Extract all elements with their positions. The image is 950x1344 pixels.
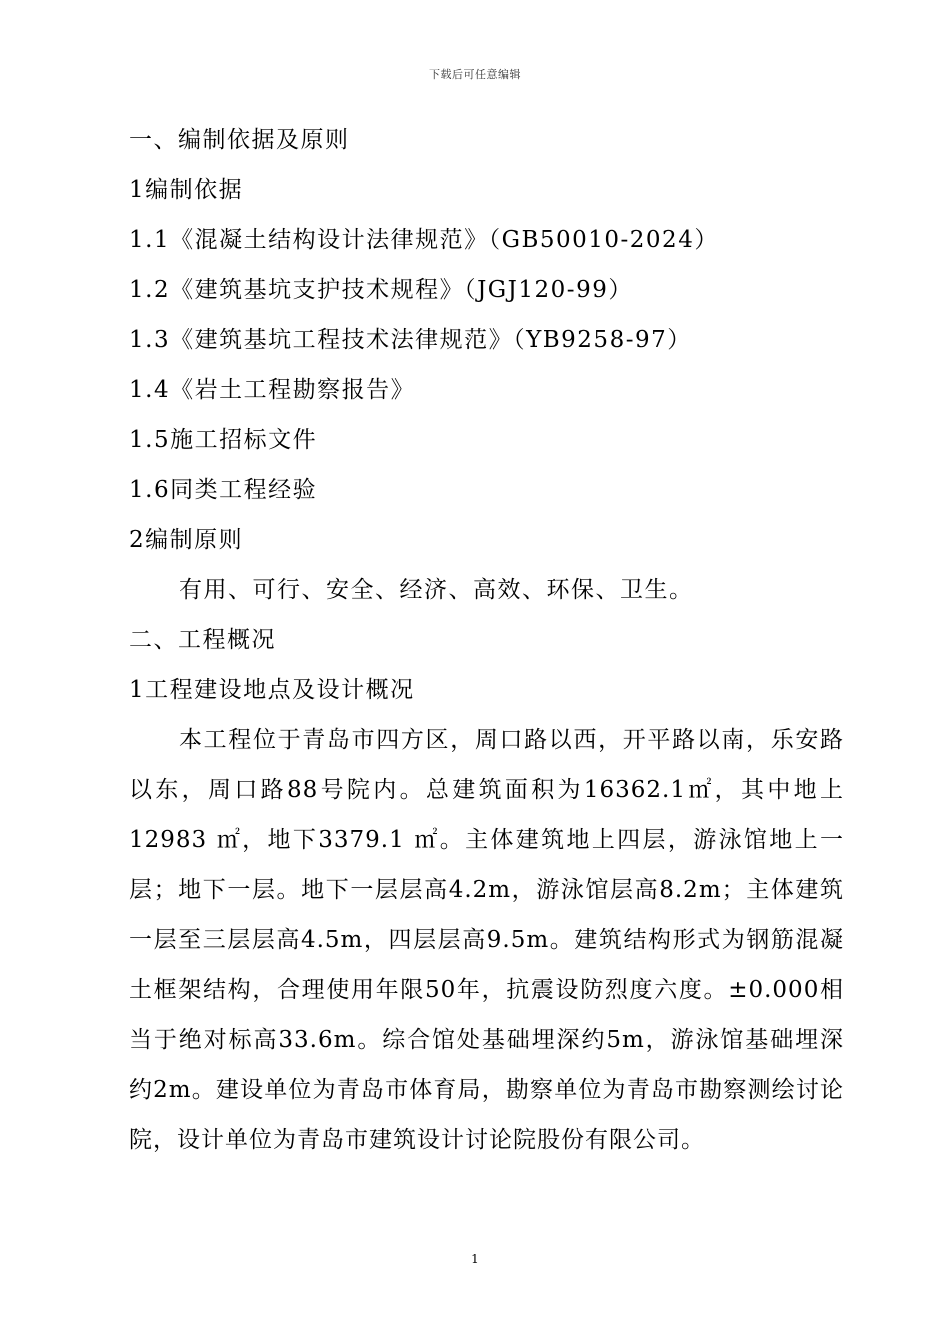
page-number: 1 [471, 1252, 479, 1266]
document-body [129, 115, 844, 1165]
subsection-title-principles: 2编制原则 [129, 527, 244, 553]
subsection-title-basis: 1编制依据 [129, 177, 244, 203]
reference-item: 1.6同类工程经验 [129, 477, 318, 503]
reference-item: 1.4《岩土工程勘察报告》 [129, 377, 416, 403]
overview-paragraph: 本工程位于青岛市四方区，周口路以西，开平路以南，乐安路以东，周口路88号院内。总建筑面积为16362.1㎡，其中地上12983 ㎡，地下3379.1 ㎡。主体建筑地上四层，游泳馆地上一层；地下一层。地下一层层高4.2m，游泳馆层高8.2m；主体建筑一层至三层层高4.5m，四层层高9.5m。建筑结构形式为钢筋混凝土框架结构，合理使用年限50年，抗震设防烈度六度。±0.000相当于绝对标高33.6m。综合馆处基础埋深约5m，游泳馆基础埋深约2m。建设单位为青岛市体育局，勘察单位为青岛市勘察测绘讨论院，设计单位为青岛市建筑设计讨论院股份有限公司。 [129, 727, 844, 1153]
page-header: 下载后可任意编辑 [429, 68, 521, 81]
section-title-1: 一、编制依据及原则 [129, 127, 350, 153]
section-title-2: 二、工程概况 [129, 627, 276, 653]
principles-text: 有用、可行、安全、经济、高效、环保、卫生。 [179, 577, 694, 603]
subsection-title-site: 1工程建设地点及设计概况 [129, 677, 415, 703]
reference-item: 1.5施工招标文件 [129, 427, 318, 453]
reference-item: 1.2《建筑基坑支护技术规程》（JGJ120-99） [129, 277, 633, 303]
reference-item: 1.3《建筑基坑工程技术法律规范》（YB9258-97） [129, 327, 692, 353]
reference-item: 1.1《混凝土结构设计法律规范》（GB50010-2024） [129, 227, 719, 253]
